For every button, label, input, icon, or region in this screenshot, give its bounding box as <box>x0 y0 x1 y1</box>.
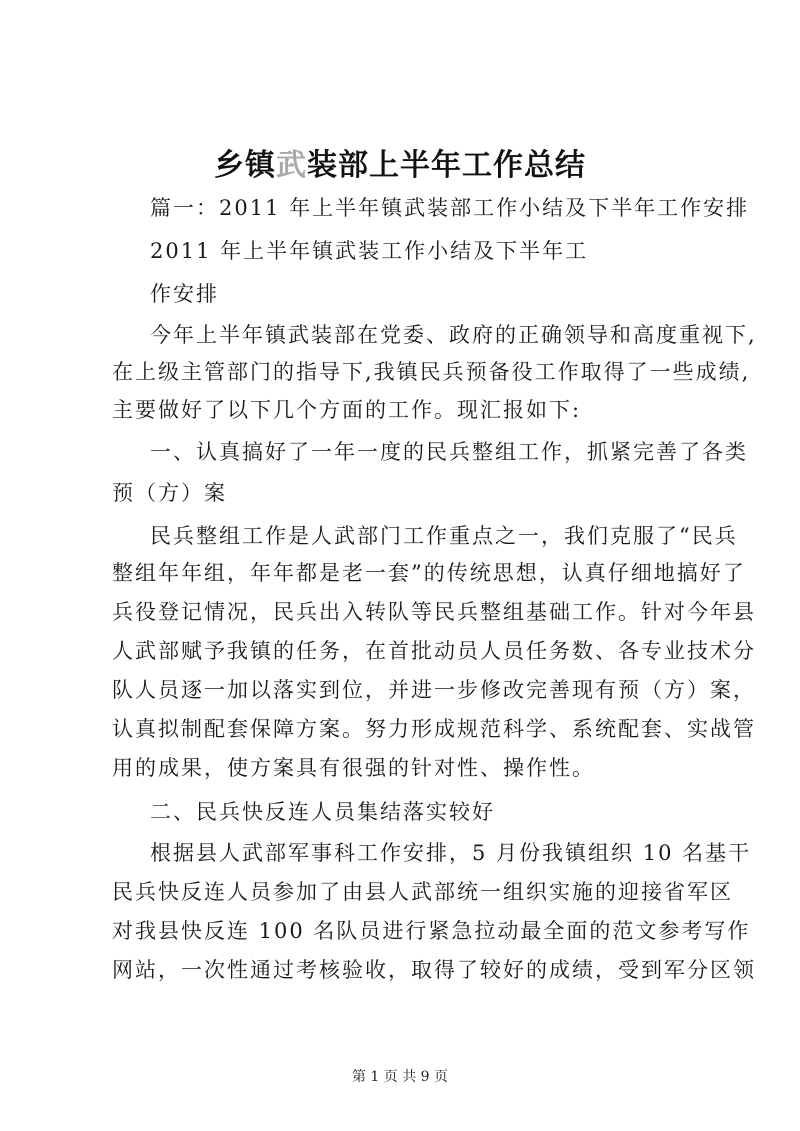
paragraph-line: 认真拟制配套保障方案。努力形成规范科学、系统配套、实战管 <box>112 717 756 741</box>
paragraph-line: 在上级主管部门的指导下,我镇民兵预备役工作取得了一些成绩, <box>112 360 751 384</box>
section-heading-line: 预（方）案 <box>112 481 227 505</box>
document-title <box>0 140 800 184</box>
section-heading-line: 二、民兵快反连人员集结落实较好 <box>150 800 495 824</box>
title-part-3: 装部上半年工作总结 <box>307 148 586 183</box>
section-heading-line: 一、认真搞好了一年一度的民兵整组工作，抓紧完善了各类 <box>150 440 748 464</box>
page-number-footer: 第 1 页 共 9 页 <box>351 1069 449 1085</box>
title-part-1: 乡镇 <box>214 148 276 183</box>
paragraph-line: 网站，一次性通过考核验收，取得了较好的成绩，受到军分区领 <box>112 958 756 982</box>
paragraph-line: 今年上半年镇武装部在党委、政府的正确领导和高度重视下, <box>150 323 757 347</box>
title-highlight-char: 武 <box>276 148 307 183</box>
paragraph-line: 用的成果，使方案具有很强的针对性、操作性。 <box>112 756 595 780</box>
heading-line-continued: 作安排 <box>150 282 219 306</box>
paragraph-line: 整组年年组，年年都是老一套”的传统思想，认真仔细地搞好了 <box>112 561 746 585</box>
paragraph-line: 主要做好了以下几个方面的工作。现汇报如下: <box>112 398 582 422</box>
paragraph-line: 队人员逐一加以落实到位，并进一步修改完善现有预（方）案， <box>112 678 756 702</box>
paragraph-line: 根据县人武部军事科工作安排，5 月份我镇组织 10 名基干 <box>150 841 752 865</box>
heading-line: 2011 年上半年镇武装工作小结及下半年工 <box>150 239 589 263</box>
paragraph-line: 民兵整组工作是人武部门工作重点之一，我们克服了“民兵 <box>150 524 738 548</box>
subtitle-line: 篇一：2011 年上半年镇武装部工作小结及下半年工作安排 <box>150 196 750 220</box>
paragraph-line: 对我县快反连 100 名队员进行紧急拉动最全面的范文参考写作 <box>112 919 751 943</box>
paragraph-line: 人武部赋予我镇的任务，在首批动员人员任务数、各专业技术分 <box>112 639 756 663</box>
paragraph-line: 民兵快反连人员参加了由县人武部统一组织实施的迎接省军区 <box>112 880 733 904</box>
paragraph-line: 兵役登记情况，民兵出入转队等民兵整组基础工作。针对今年县 <box>112 600 756 624</box>
